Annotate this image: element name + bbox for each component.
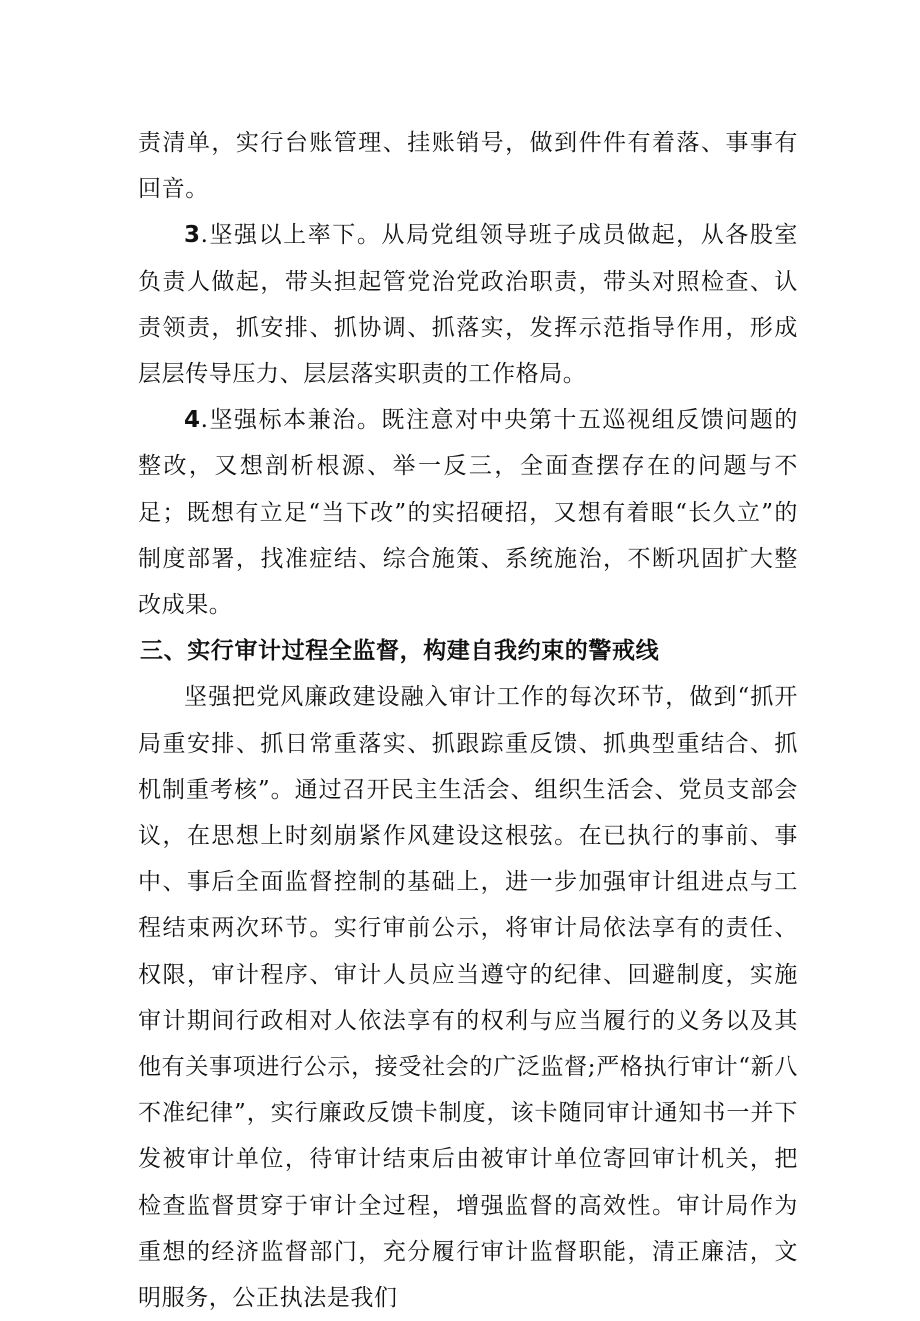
paragraph-continuation (138, 120, 798, 212)
item-number: 4 (184, 407, 201, 434)
document-body (138, 120, 798, 1321)
body-paragraph (138, 674, 798, 1321)
paragraph-item-3 (138, 212, 798, 397)
paragraph-text: .坚强标本兼治。既注意对中央第十五巡视组反馈问题的整改，又想剖析根源、举一反三，全面查摆存在的问题与不足；既想有立足“当下改”的实招硬招，又想有着眼“长久立”的制度部署，找准症结、综合施策、系统施治，不断巩固扩大整改成果。 (138, 407, 798, 619)
section-heading: 三、实行审计过程全监督，构建自我约束的警戒线 (140, 638, 660, 665)
paragraph-text: 责清单，实行台账管理、挂账销号，做到件件有着落、事事有回音。 (138, 130, 798, 203)
paragraph-item-4 (138, 397, 798, 628)
item-number: 3 (184, 222, 201, 249)
paragraph-text: .坚强以上率下。从局党组领导班子成员做起，从各股室负责人做起，带头担起管党治党政治职责，带头对照检查、认责领责，抓安排、抓协调、抓落实，发挥示范指导作用，形成层层传导压力、层层落实职责的工作格局。 (138, 222, 798, 388)
paragraph-text: 坚强把党风廉政建设融入审计工作的每次环节，做到“抓开局重安排、抓日常重落实、抓跟踪重反馈、抓典型重结合、抓机制重考核”。通过召开民主生活会、组织生活会、党员支部会议，在思想上时刻崩紧作风建设这根弦。在已执行的事前、事中、事后全面监督控制的基础上，进一步加强审计组进点与工程结束两次环节。实行审前公示，将审计局依法享有的责任、权限，审计程序、审计人员应当遵守的纪律、回避制度，实施审计期间行政相对人依法享有的权利与应当履行的义务以及其他有关事项进行公示，接受社会的广泛监督;严格执行审计“新八不准纪律”，实行廉政反馈卡制度，该卡随同审计通知书一并下发被审计单位，待审计结束后由被审计单位寄回审计机关，把检查监督贯穿于审计全过程，增强监督的高效性。审计局作为重想的经济监督部门，充分履行审计监督职能，清正廉洁，文明服务，公正执法是我们 (138, 684, 798, 1312)
